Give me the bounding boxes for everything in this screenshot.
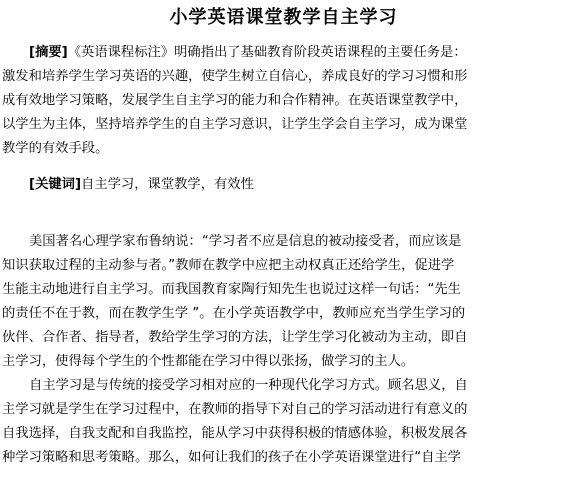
abstract-line: 成有效地学习策略，发展学生自主学习的能力和合作精神。在英语课堂教学中，: [2, 93, 468, 108]
abstract-section: [2, 41, 556, 161]
body-line: 主学习，使得每个学生的个性都能在学习中得以张扬，做学习的主人。: [2, 354, 415, 369]
body-line: 生能主动地进行自主学习。而我国教育家陶行知先生也说过这样一句话：“先生: [2, 282, 461, 297]
body-line: 知识获取过程的主动参与者。”教师在教学中应把主动权真正还给学生，促进学: [2, 258, 455, 273]
body-line: 伙伴、合作者、指导者，教给学生学习的方法，让学生学习化被动为主动，即自: [2, 330, 468, 345]
body-line: 主学习就是学生在学习过程中，在教师的指导下对自己的学习活动进行有意义的: [2, 402, 468, 417]
keywords-line: [2, 173, 556, 197]
abstract-line: [2, 41, 556, 65]
abstract-line: 教学的有效手段。: [2, 141, 109, 156]
abstract-line: 激发和培养学生学习英语的兴趣，使学生树立自信心，养成良好的学习习惯和形: [2, 69, 468, 84]
body-line: 种学习策略和思考策略。那么，如何让我们的孩子在小学英语课堂进行“自主学: [2, 450, 461, 465]
body-line: 的责任不在于教，而在教学生学 ”。在小学英语教学中，教师应充当学生学习的: [2, 306, 466, 321]
abstract-label: [摘要]: [29, 45, 68, 60]
keywords-section: [2, 173, 556, 197]
body-line: 美国著名心理学家布鲁纳说：“学习者不应是信息的被动接受者，而应该是: [29, 234, 462, 249]
abstract-line: 以学生为主体，坚持培养学生的自主学习意识，让学生学会自主学习，成为课堂: [2, 117, 468, 132]
body-line: 自主学习是与传统的接受学习相对应的一种现代化学习方式。顾名思义，自: [29, 378, 468, 393]
keywords-label: [关键词]: [29, 177, 82, 192]
keywords-text: 自主学习，课堂教学，有效性: [81, 177, 254, 192]
document-title: 小学英语课堂教学自主学习: [169, 7, 398, 28]
body-line: 自我选择，自我支配和自我监控，能从学习中获得积极的情感体验，积极发展各: [2, 426, 468, 441]
body-section: [2, 230, 556, 470]
abstract-text: 《英语课程标注》明确指出了基础教育阶段英语课程的主要任务是：: [67, 45, 467, 60]
